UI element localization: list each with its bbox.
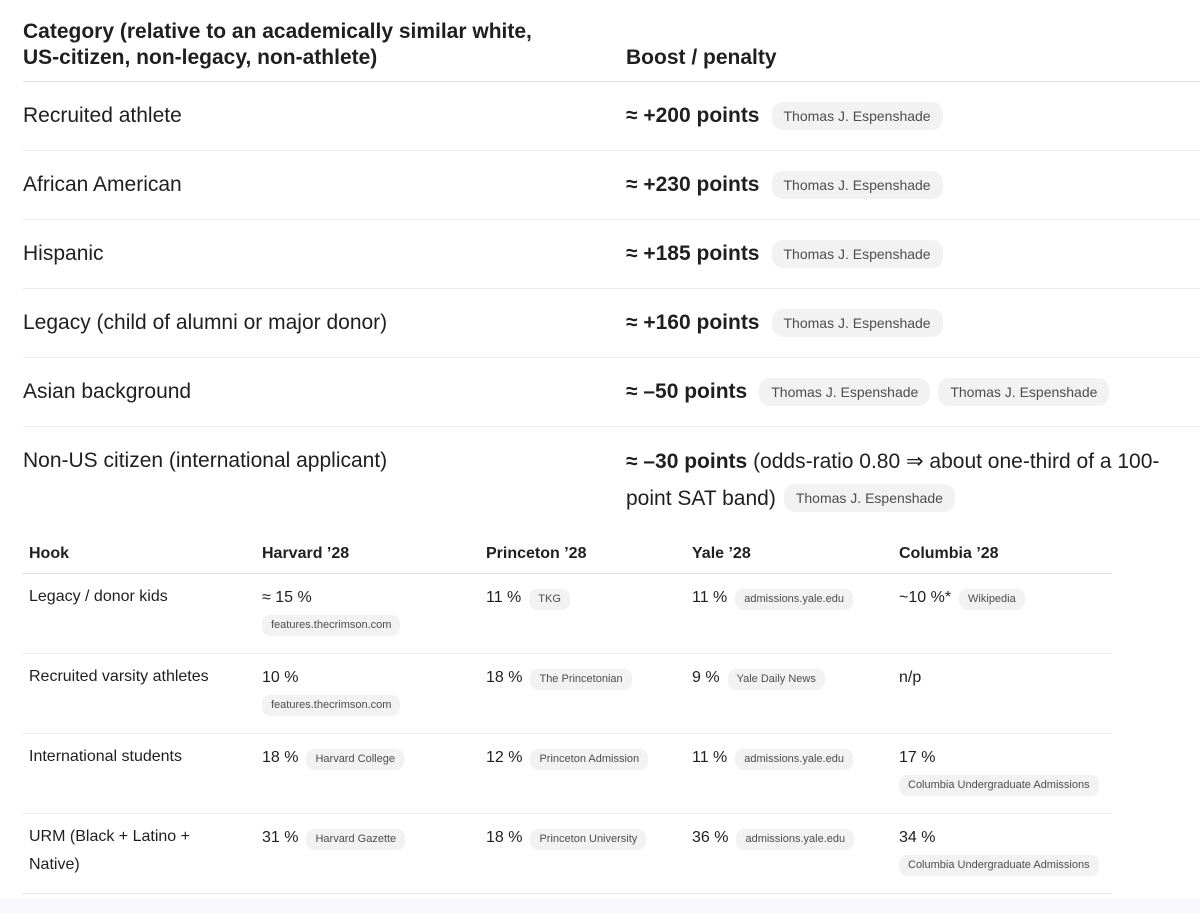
table1-header	[23, 0, 1200, 82]
columbia-value: ~10 %*	[899, 589, 952, 606]
yale-cell	[685, 589, 892, 653]
source-chip[interactable]: The Princetonian	[530, 669, 631, 690]
header-hook: Hook	[29, 544, 69, 562]
columbia-cell	[892, 589, 1112, 653]
source-chip[interactable]: admissions.yale.edu	[736, 829, 854, 850]
harvard-value: 18 %	[262, 749, 299, 766]
yale-value: 9 %	[692, 669, 720, 686]
yale-value: 11 %	[692, 749, 728, 766]
harvard-value: 31 %	[262, 829, 299, 846]
row-value-cell	[626, 171, 951, 199]
yale-value: 36 %	[692, 829, 729, 846]
header-harvard: Harvard ’28	[262, 544, 350, 562]
row-category: Asian background	[23, 380, 192, 403]
header-boost: Boost / penalty	[626, 46, 777, 69]
columbia-cell	[892, 749, 1112, 813]
princeton-cell	[479, 669, 685, 733]
hook-label: URM (Black + Latino + Native)	[29, 828, 190, 873]
header-category: Category (relative to an academically similar white, US-citizen, non-legacy, non-athlete)	[23, 20, 532, 69]
boost-penalty-table	[23, 0, 1200, 521]
harvard-value: ≈ 15 %	[262, 589, 312, 606]
princeton-cell	[479, 589, 685, 653]
row-category: Recruited athlete	[23, 104, 182, 127]
table-row	[23, 220, 1200, 289]
princeton-value: 18 %	[486, 829, 523, 846]
row-category: African American	[23, 173, 182, 196]
source-chip[interactable]: Thomas J. Espenshade	[772, 309, 943, 337]
source-chip[interactable]: Thomas J. Espenshade	[759, 378, 930, 406]
source-chip[interactable]: Thomas J. Espenshade	[772, 102, 943, 130]
row-value-cell	[626, 240, 951, 268]
harvard-cell	[255, 829, 479, 893]
header-princeton: Princeton ’28	[486, 544, 587, 562]
princeton-value: 18 %	[486, 669, 523, 686]
princeton-cell	[479, 829, 685, 893]
row-category: Legacy (child of alumni or major donor)	[23, 311, 388, 334]
yale-cell	[685, 669, 892, 733]
source-chip[interactable]: Thomas J. Espenshade	[938, 378, 1109, 406]
table-row	[22, 654, 1112, 734]
hooks-by-school-table	[22, 534, 1112, 894]
columbia-value: 34 %	[899, 829, 936, 846]
princeton-value: 12 %	[486, 749, 523, 766]
header-columbia: Columbia ’28	[899, 544, 999, 562]
source-chip[interactable]: Columbia Undergraduate Admissions	[899, 775, 1099, 796]
source-chip[interactable]: features.thecrimson.com	[262, 615, 400, 636]
table-row	[22, 574, 1112, 654]
source-chip[interactable]: features.thecrimson.com	[262, 695, 400, 716]
table-row	[22, 814, 1112, 894]
harvard-value: 10 %	[262, 669, 299, 686]
source-chip[interactable]: Thomas J. Espenshade	[784, 484, 955, 512]
columbia-cell	[892, 829, 1112, 893]
row-value: ≈ –50 points	[626, 380, 748, 403]
yale-cell	[685, 749, 892, 813]
source-chip[interactable]: Thomas J. Espenshade	[772, 171, 943, 199]
source-chip[interactable]: TKG	[529, 589, 570, 610]
hook-label: Legacy / donor kids	[29, 588, 168, 605]
row-value: ≈ –30 points	[626, 450, 748, 473]
row-value: ≈ +185 points	[626, 242, 760, 265]
bottom-strip	[0, 898, 1200, 913]
table-row	[22, 734, 1112, 814]
source-chip[interactable]: admissions.yale.edu	[735, 589, 853, 610]
harvard-cell	[255, 589, 479, 653]
table2-header	[22, 534, 1112, 574]
row-category: Non-US citizen (international applicant)	[23, 449, 388, 472]
harvard-cell	[255, 669, 479, 733]
source-chip[interactable]: Princeton Admission	[530, 749, 648, 770]
row-category: Hispanic	[23, 242, 104, 265]
row-value-cell	[626, 378, 1117, 406]
source-chip[interactable]: Harvard College	[306, 749, 403, 770]
row-value-cell	[626, 102, 951, 130]
table-row	[23, 289, 1200, 358]
source-chip[interactable]: Wikipedia	[959, 589, 1025, 610]
row-value: ≈ +160 points	[626, 311, 760, 334]
columbia-cell	[892, 669, 1112, 733]
princeton-cell	[479, 749, 685, 813]
row-value: ≈ +200 points	[626, 104, 760, 127]
harvard-cell	[255, 749, 479, 813]
row-value: ≈ +230 points	[626, 173, 760, 196]
row-value-cell	[626, 309, 951, 337]
columbia-value: 17 %	[899, 749, 936, 766]
yale-value: 11 %	[692, 589, 728, 606]
source-chip[interactable]: Yale Daily News	[728, 669, 825, 690]
source-chip[interactable]: admissions.yale.edu	[735, 749, 853, 770]
table-row	[23, 358, 1200, 427]
princeton-value: 11 %	[486, 589, 522, 606]
hook-label: Recruited varsity athletes	[29, 668, 209, 685]
source-chip[interactable]: Columbia Undergraduate Admissions	[899, 855, 1099, 876]
table-row	[23, 82, 1200, 151]
header-yale: Yale ’28	[692, 544, 751, 562]
row-note: (odds-ratio 0.80 ⇒ about one-third of a 100-point SAT band)	[626, 450, 1160, 510]
table-row	[23, 151, 1200, 220]
table-row	[23, 427, 1200, 521]
columbia-value: n/p	[899, 669, 922, 686]
source-chip[interactable]: Thomas J. Espenshade	[772, 240, 943, 268]
source-chip[interactable]: Harvard Gazette	[306, 829, 405, 850]
source-chip[interactable]: Princeton University	[530, 829, 646, 850]
yale-cell	[685, 829, 892, 893]
hook-label: International students	[29, 748, 182, 765]
row-value-cell	[626, 443, 1186, 517]
